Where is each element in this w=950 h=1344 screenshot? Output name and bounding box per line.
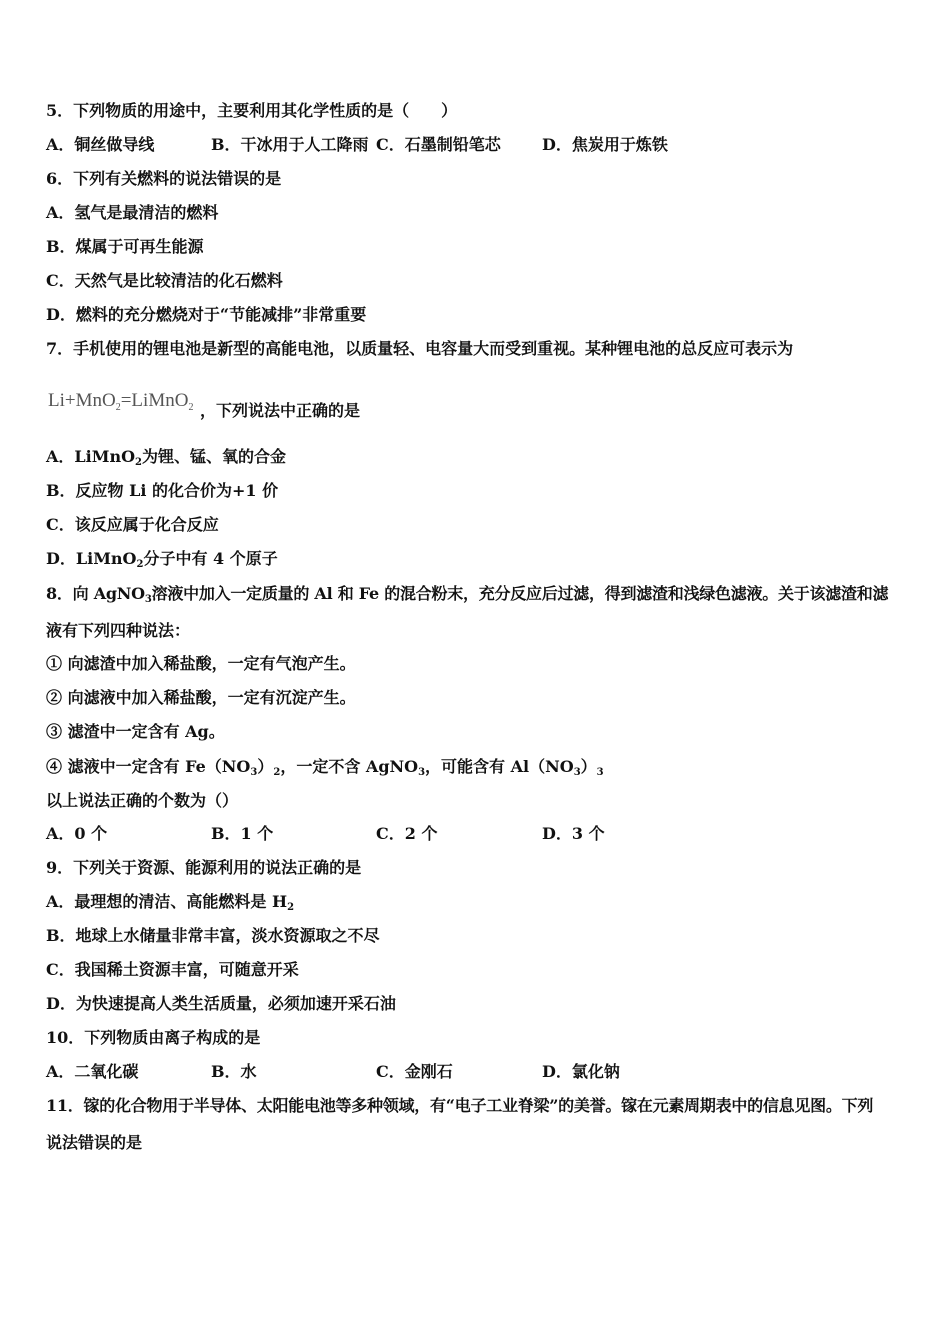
statement-text: ，一定不含 AgNO: [280, 757, 419, 776]
q6-stem: 6．下列有关燃料的说法错误的是: [46, 169, 282, 188]
subscript: 3: [596, 767, 604, 778]
q8-option-c: C．2 个: [376, 824, 438, 843]
q5-option-c: C．石墨制铅笔芯: [376, 135, 501, 154]
q7-option-c: C．该反应属于化合反应: [46, 515, 219, 534]
q9-option-d: D．为快速提高人类生活质量，必须加速开采石油: [46, 994, 396, 1013]
subscript: 3: [250, 767, 258, 778]
q10-option-b: B．水: [211, 1062, 257, 1081]
statement-text: ）: [257, 757, 274, 776]
q9-option-c: C．我国稀土资源丰富，可随意开采: [46, 960, 299, 979]
q9-stem: 9．下列关于资源、能源利用的说法正确的是: [46, 858, 362, 877]
q8-ask: 以上说法正确的个数为（）: [46, 791, 239, 810]
q8-stem: [46, 586, 888, 605]
q6-option-c: C．天然气是比较清洁的化石燃料: [46, 271, 283, 290]
statement-text: ④ 滤液中一定含有 Fe（NO: [46, 757, 251, 776]
q5-stem: 5．下列物质的用途中，主要利用其化学性质的是（ ）: [46, 101, 458, 120]
statement-text: ）: [580, 757, 597, 776]
subscript: 2: [135, 457, 142, 468]
subscript: 3: [573, 767, 581, 778]
stem-text: 溶液中加入一定质量的 Al 和 Fe 的混合粉末，充分反应后过滤，得到滤渣和浅绿色滤液。关于该滤渣和滤: [151, 584, 889, 603]
subscript: 2: [287, 902, 295, 913]
formula-subscript: 2: [115, 402, 121, 413]
q7-option-a: [46, 449, 286, 468]
option-text: 分子中有 4 个原子: [143, 549, 278, 568]
q7-option-b: B．反应物 Li 的化合价为+1 价: [46, 481, 279, 500]
q11-stem-line2: 说法错误的是: [46, 1133, 143, 1152]
q8-statement-2: ② 向滤液中加入稀盐酸，一定有沉淀产生。: [46, 688, 356, 707]
option-text: A．LiMnO: [46, 447, 136, 466]
q8-stem-line2: 液有下列四种说法：: [46, 621, 191, 640]
subscript: 2: [273, 767, 281, 778]
subscript: 2: [136, 559, 144, 570]
q10-option-d: D．氯化钠: [542, 1062, 620, 1081]
q7-reaction-formula: [48, 391, 193, 413]
q8-statement-4: [46, 759, 604, 778]
q6-option-d: D．燃料的充分燃烧对于“节能减排”非常重要: [46, 305, 367, 324]
q8-option-d: D．3 个: [542, 824, 605, 843]
q8-option-b: B．1 个: [211, 824, 274, 843]
q5-option-d: D．焦炭用于炼铁: [542, 135, 668, 154]
q10-option-a: A．二氧化碳: [46, 1062, 139, 1081]
q10-option-c: C．金刚石: [376, 1062, 453, 1081]
q8-statement-1: ① 向滤渣中加入稀盐酸，一定有气泡产生。: [46, 654, 356, 673]
q9-option-a: [46, 894, 294, 913]
option-text: D．LiMnO: [46, 549, 137, 568]
formula-product: =LiMnO: [120, 390, 189, 411]
option-text: A．最理想的清洁、高能燃料是 H: [46, 892, 288, 911]
option-text: 为锂、锰、氧的合金: [142, 447, 287, 466]
q10-stem: 10．下列物质由离子构成的是: [46, 1028, 261, 1047]
q5-option-b: B．干冰用于人工降雨: [211, 135, 369, 154]
q6-option-b: B．煤属于可再生能源: [46, 237, 204, 256]
subscript: 3: [418, 767, 426, 778]
formula-subscript: 2: [188, 402, 194, 413]
statement-text: ，可能含有 Al（NO: [425, 757, 574, 776]
q7-stem: 7．手机使用的锂电池是新型的高能电池，以质量轻、电容量大而受到重视。某种锂电池的总反应可表示为: [46, 339, 794, 358]
q8-option-a: A．0 个: [46, 824, 108, 843]
q7-stem-tail: ，下列说法中正确的是: [200, 401, 361, 420]
q7-option-d: [46, 551, 278, 570]
q8-statement-3: ③ 滤渣中一定含有 Ag。: [46, 722, 225, 741]
formula-reactants: Li+MnO: [48, 390, 116, 411]
q11-stem: 11．镓的化合物用于半导体、太阳能电池等多种领域，有“电子工业脊梁”的美誉。镓在元素周期表中的信息见图。下列: [46, 1096, 874, 1115]
subscript: 3: [144, 594, 152, 605]
q9-option-b: B．地球上水储量非常丰富，淡水资源取之不尽: [46, 926, 380, 945]
q5-option-a: A．铜丝做导线: [46, 135, 155, 154]
q6-option-a: A．氢气是最清洁的燃料: [46, 203, 219, 222]
stem-text: 8．向 AgNO: [46, 584, 145, 603]
